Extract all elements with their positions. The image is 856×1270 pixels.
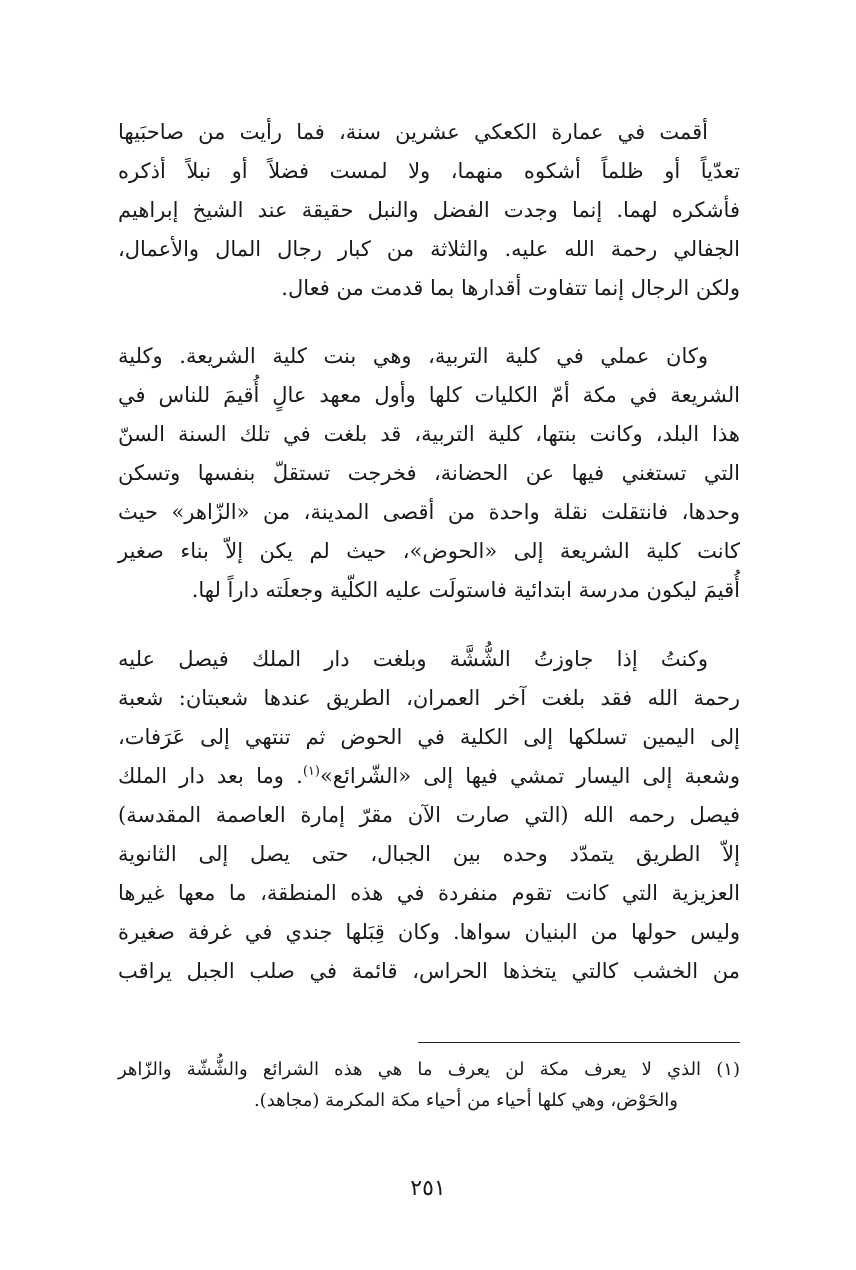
text-line: وليس حولها من البنيان سواها. وكان قِبَلها جندي في غرفة صغيرة	[118, 920, 740, 944]
text-line: أُقيمَ ليكون مدرسة ابتدائية فاستولَت عليه الكلّية وجعلَته داراً لها.	[191, 578, 740, 602]
text-line: وكنتُ إذا جاوزتُ الشُّشَّة وبلغت دار الملك فيصل عليه	[118, 647, 708, 671]
footnote-line: (١) الذي لا يعرف مكة لن يعرف ما هي هذه الشرائع والشُّشّة والزّاهر	[118, 1059, 740, 1080]
paragraph-3	[118, 640, 740, 991]
text-line: فيصل رحمه الله (التي صارت الآن مقرّ إمارة العاصمة المقدسة)	[118, 803, 740, 827]
text-line-with-footnote	[118, 757, 740, 796]
text-line: كانت كلية الشريعة إلى «الحوض»، حيث لم يكن إلاّ بناء صغير	[118, 539, 740, 563]
footnote	[118, 1054, 740, 1116]
text-line: الشريعة في مكة أمّ الكليات كلها وأول معهد عالٍ أُقيمَ للناس في	[118, 383, 740, 407]
text-line: تعدّياً أو ظلماً أشكوه منهما، ولا لمست فضلاً أو نبلاً أذكره	[118, 159, 740, 183]
text-line: فأشكره لهما. إنما وجدت الفضل والنبل حقيقة عند الشيخ إبراهيم	[118, 198, 740, 222]
text-segment: وشعبة إلى اليسار تمشي فيها إلى «الشّرائع»	[319, 764, 740, 788]
text-segment: . وما بعد دار الملك	[118, 764, 303, 788]
paragraph-2	[118, 337, 740, 610]
text-line: ولكن الرجال إنما تتفاوت أقدارها بما قدمت من فعال.	[281, 276, 740, 300]
text-line: إلى اليمين تسلكها إلى الكلية في الحوض ثم تنتهي إلى عَرَفات،	[118, 725, 740, 749]
text-line: التي تستغني فيها عن الحضانة، فخرجت تستقلّ بنفسها وتسكن	[118, 461, 740, 485]
footnote-divider	[418, 1042, 740, 1043]
text-line: وكان عملي في كلية التربية، وهي بنت كلية الشريعة. وكلية	[118, 344, 708, 368]
text-line: الجفالي رحمة الله عليه. والثلاثة من كبار رجال المال والأعمال،	[118, 237, 740, 261]
text-line: إلاّ الطريق يتمدّد وحده بين الجبال، حتى يصل إلى الثانوية	[118, 842, 740, 866]
text-line: من الخشب كالتي يتخذها الحراس، قائمة في صلب الجبل يراقب	[118, 959, 740, 983]
text-line: وحدها، فانتقلت نقلة واحدة من أقصى المدينة، من «الزّاهر» حيث	[118, 500, 740, 524]
footnote-reference: (١)	[302, 764, 320, 779]
paragraph-1	[118, 113, 740, 308]
text-line: أقمت في عمارة الكعكي عشرين سنة، فما رأيت من صاحبَيها	[118, 120, 708, 144]
page-number: ٢٥١	[410, 1176, 446, 1201]
text-line: هذا البلد، وكانت بنتها، كلية التربية، قد بلغت في تلك السنة السنّ	[118, 422, 740, 446]
text-line: رحمة الله فقد بلغت آخر العمران، الطريق عندها شعبتان: شعبة	[118, 686, 740, 710]
footnote-line: والحَوْض، وهي كلها أحياء من أحياء مكة المكرمة (مجاهد).	[253, 1090, 678, 1111]
text-line: العزيزية التي كانت تقوم منفردة في هذه المنطقة، ما معها غيرها	[118, 881, 740, 905]
